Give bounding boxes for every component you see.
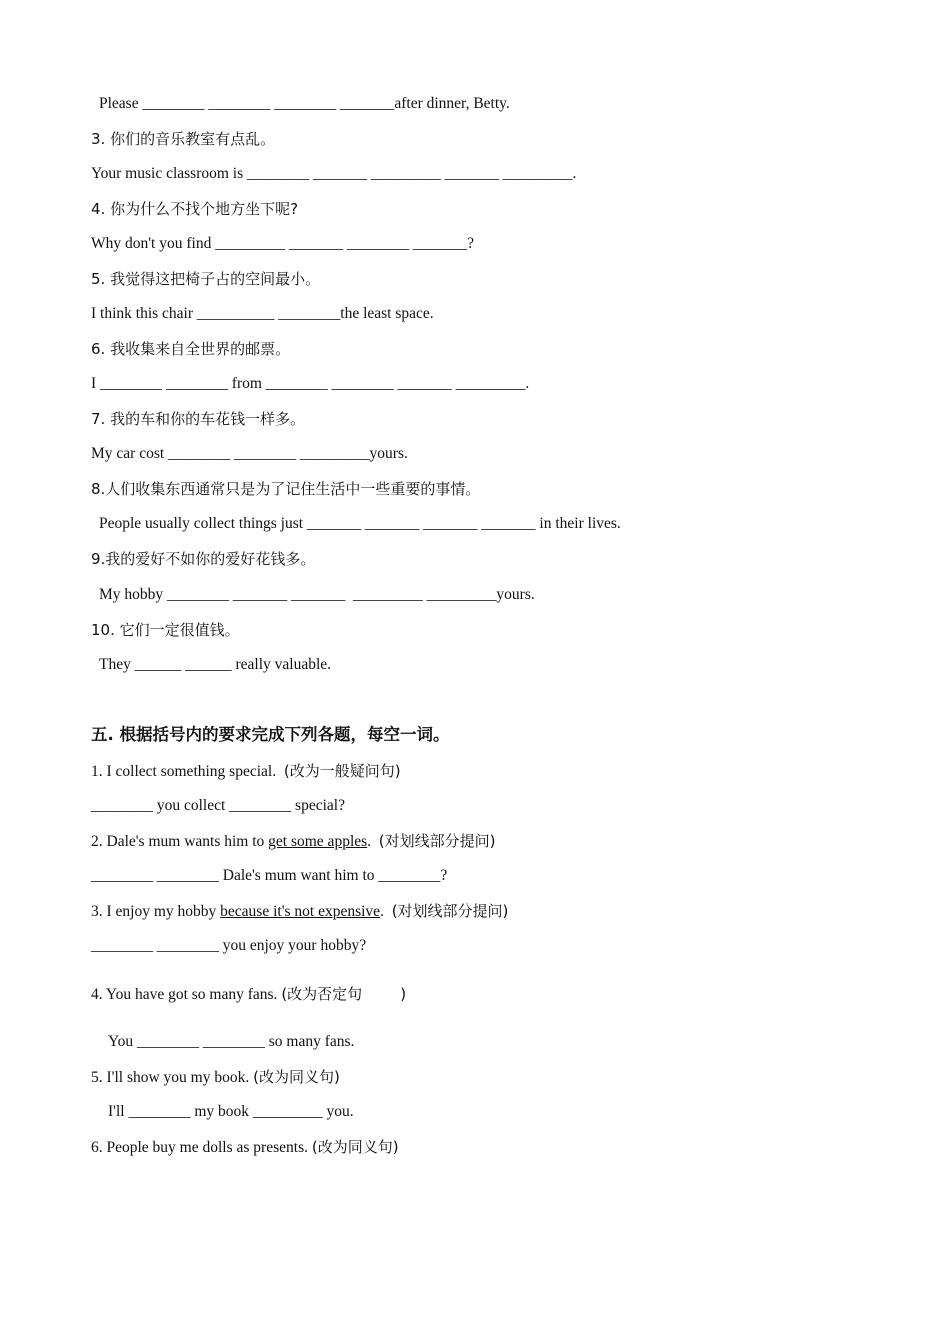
q4-chinese-prompt: 4. 你为什么不找个地方坐下呢? bbox=[91, 200, 299, 218]
section-five-heading: 五. 根据括号内的要求完成下列各题，每空一词。 bbox=[91, 725, 450, 744]
p5-q5-instruction: (改为同义句) bbox=[253, 1068, 340, 1086]
p5-q1-answer-line: ________ you collect ________ special? bbox=[91, 797, 345, 814]
q7-chinese-prompt: 7. 我的车和你的车花钱一样多。 bbox=[91, 410, 306, 428]
p5-q2-underlined-phrase: get some apples bbox=[268, 833, 368, 850]
q9-chinese-prompt: 9.我的爱好不如你的爱好花钱多。 bbox=[91, 550, 316, 568]
p5-q6-instruction: (改为同义句) bbox=[311, 1138, 399, 1156]
q10-answer-line: They ______ ______ really valuable. bbox=[99, 656, 332, 673]
q4-answer-line: Why don't you find _________ _______ ________ _______? bbox=[91, 235, 474, 252]
q8-answer-line: People usually collect things just _______ _______ _______ _______ in their lives. bbox=[99, 515, 621, 532]
p5-q2-answer-line: ________ ________ Dale's mum want him to ________? bbox=[91, 867, 448, 884]
q6-answer-line: I ________ ________ from ________ ________ _______ _________. bbox=[91, 375, 530, 392]
q6-chinese-prompt: 6. 我收集来自全世界的邮票。 bbox=[91, 340, 291, 358]
p5-q6-text: 6. People buy me dolls as presents. bbox=[91, 1139, 312, 1156]
p5-q3-punct: . bbox=[380, 903, 392, 920]
p5-q2-punct: . bbox=[367, 833, 379, 850]
p5-q1-instruction: (改为一般疑问句) bbox=[283, 762, 401, 780]
p5-q2-text: 2. Dale's mum wants him to bbox=[91, 833, 269, 850]
q8-chinese-prompt: 8.人们收集东西通常只是为了记住生活中一些重要的事情。 bbox=[91, 480, 481, 498]
p5-q3-answer-line: ________ ________ you enjoy your hobby? bbox=[91, 937, 367, 954]
p5-q5-prompt bbox=[91, 1067, 340, 1088]
p5-q5-text: 5. I'll show you my book. bbox=[91, 1069, 254, 1086]
p5-q2-prompt bbox=[91, 831, 496, 852]
p5-q2-instruction: (对划线部分提问) bbox=[378, 832, 496, 850]
p5-q5-answer-line: I'll ________ my book _________ you. bbox=[108, 1103, 354, 1120]
q2-answer-line: Please ________ ________ ________ _______after dinner, Betty. bbox=[99, 95, 510, 112]
p5-q4-answer-line: You ________ ________ so many fans. bbox=[108, 1033, 355, 1050]
p5-q1-text: 1. I collect something special. bbox=[91, 763, 284, 780]
q3-chinese-prompt: 3. 你们的音乐教室有点乱。 bbox=[91, 130, 276, 148]
q5-chinese-prompt: 5. 我觉得这把椅子占的空间最小。 bbox=[91, 270, 321, 288]
p5-q3-prompt bbox=[91, 901, 508, 922]
q10-chinese-prompt: 10. 它们一定很值钱。 bbox=[91, 621, 240, 639]
q7-answer-line: My car cost ________ ________ _________yours. bbox=[91, 445, 408, 462]
p5-q1-prompt bbox=[91, 761, 401, 782]
p5-q6-prompt bbox=[91, 1137, 399, 1158]
p5-q3-instruction: (对划线部分提问) bbox=[391, 902, 509, 920]
p5-q3-text: 3. I enjoy my hobby bbox=[91, 903, 221, 920]
q9-answer-line: My hobby ________ _______ _______ _________ _________yours. bbox=[99, 586, 535, 603]
p5-q3-underlined-phrase: because it's not expensive bbox=[220, 903, 381, 920]
p5-q4-instruction: (改为否定句 ) bbox=[281, 985, 407, 1003]
q5-answer-line: I think this chair __________ ________the least space. bbox=[91, 305, 434, 322]
q3-answer-line: Your music classroom is ________ _______ _________ _______ _________. bbox=[91, 165, 577, 182]
p5-q4-text: 4. You have got so many fans. bbox=[91, 986, 282, 1003]
p5-q4-prompt bbox=[91, 984, 406, 1005]
